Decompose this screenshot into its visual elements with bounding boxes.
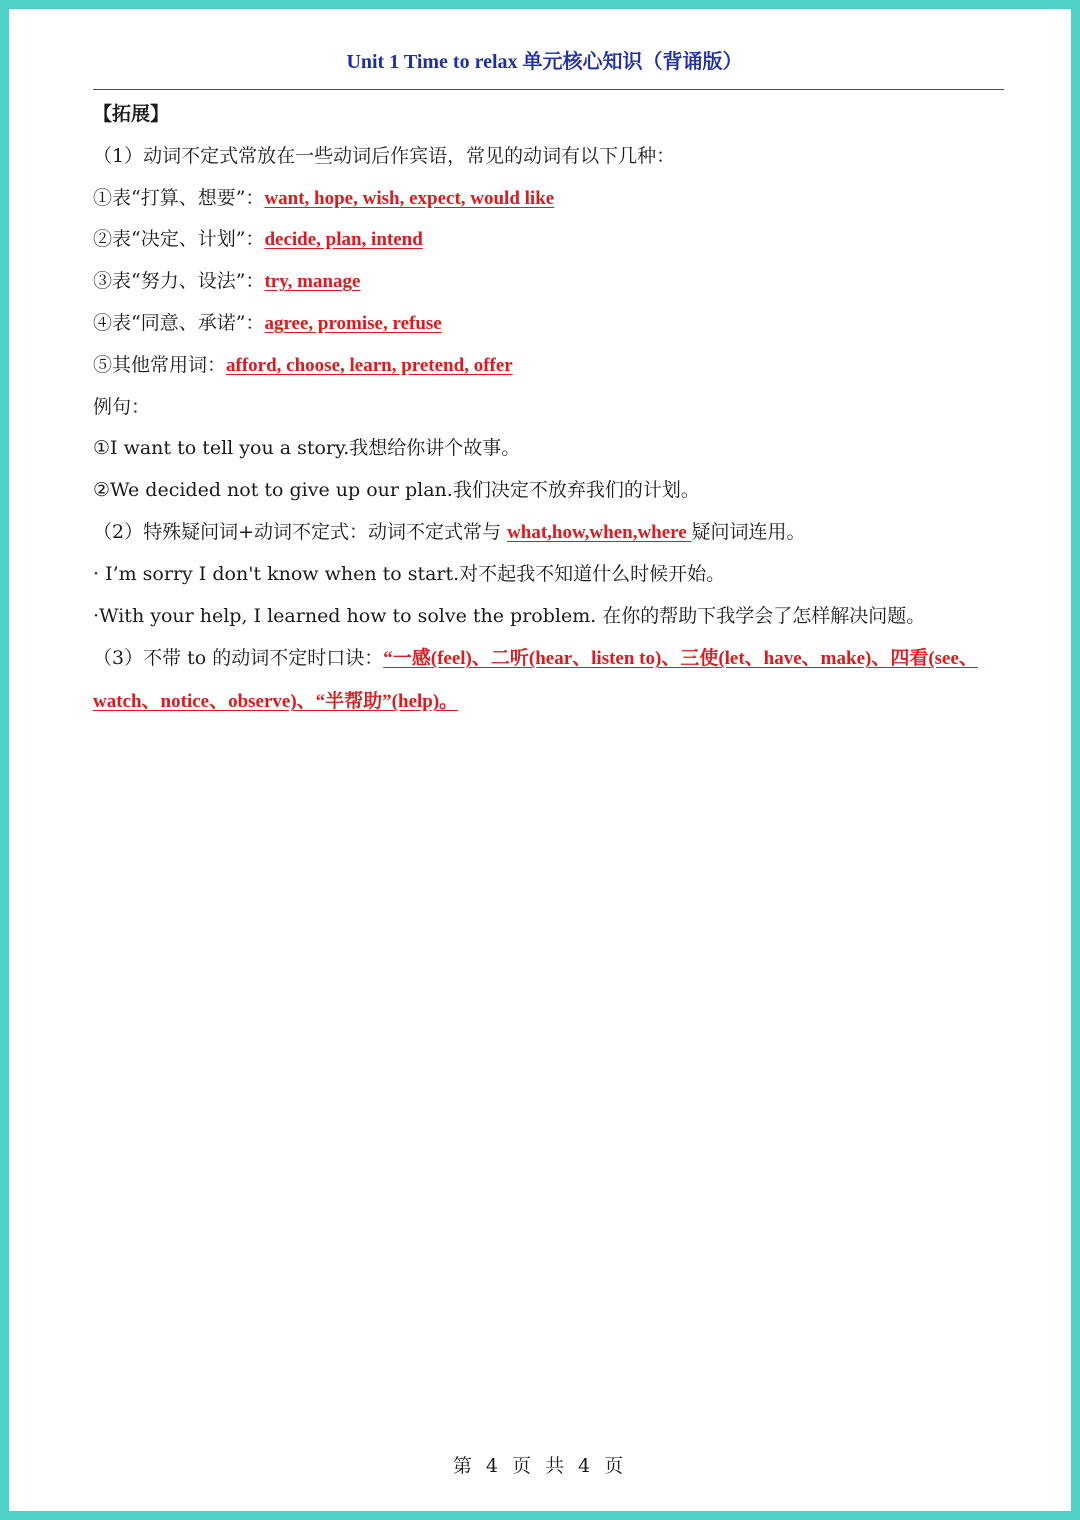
- verb-group-label: ①表“打算、想要”：: [93, 186, 265, 209]
- intro-2-answer: what,how,when,where: [507, 521, 692, 543]
- verb-group-item: [93, 178, 1005, 220]
- example-sentence: ·With your help, I learned how to solve the problem. 在你的帮助下我学会了怎样解决问题。: [93, 604, 926, 627]
- examples-label: 例句：: [93, 395, 151, 418]
- section-heading: 【拓展】: [93, 103, 170, 125]
- verb-group-answer: try, manage: [264, 271, 361, 293]
- verb-group-item: [93, 261, 1005, 303]
- verb-group-answer: afford, choose, learn, pretend, offer: [226, 354, 513, 376]
- example-sentence: ②We decided not to give up our plan.我们决定不放弃我们的计划。: [93, 479, 700, 502]
- verb-group-item: [93, 219, 1005, 261]
- document-body: [93, 94, 1005, 723]
- verb-group-answer: agree, promise, refuse: [264, 312, 442, 334]
- header-divider: [93, 89, 1004, 90]
- verb-group-label: ③表“努力、设法”：: [93, 270, 265, 293]
- verb-group-answer: want, hope, wish, expect, would like: [264, 187, 555, 209]
- intro-paragraph-1: （1）动词不定式常放在一些动词后作宾语，常见的动词有以下几种：: [93, 144, 676, 167]
- verb-group-item: [93, 345, 1005, 387]
- intro-2-text-after: 疑问词连用。: [691, 520, 806, 543]
- page-number-footer: 第 4 页 共 4 页: [452, 1455, 628, 1477]
- intro-paragraph-3: [93, 637, 1005, 723]
- example-sentence: · I’m sorry I don't know when to start.对不起我不知道什么时候开始。: [93, 562, 726, 585]
- intro-2-text-before: （2）特殊疑问词+动词不定式：动词不定式常与: [93, 520, 508, 543]
- verb-group-label: ④表“同意、承诺”：: [93, 311, 265, 334]
- verb-group-label: ②表“决定、计划”：: [93, 228, 265, 251]
- verb-group-label: ⑤其他常用词：: [93, 353, 227, 376]
- example-sentence: ①I want to tell you a story.我想给你讲个故事。: [93, 437, 521, 460]
- verb-group-item: [93, 303, 1005, 345]
- intro-3-text-before: （3）不带 to 的动词不定时口诀：: [93, 647, 384, 670]
- intro-paragraph-2: [93, 512, 1005, 554]
- verb-group-answer: decide, plan, intend: [264, 229, 423, 251]
- intro-3-answer: “一感(feel)、二听(hear、listen to)、三使(let、have、make)、四看(see、watch、notice、observe)、“半帮助”(help)。: [93, 648, 978, 713]
- page-header-title: Unit 1 Time to relax 单元核心知识（背诵版）: [346, 51, 743, 73]
